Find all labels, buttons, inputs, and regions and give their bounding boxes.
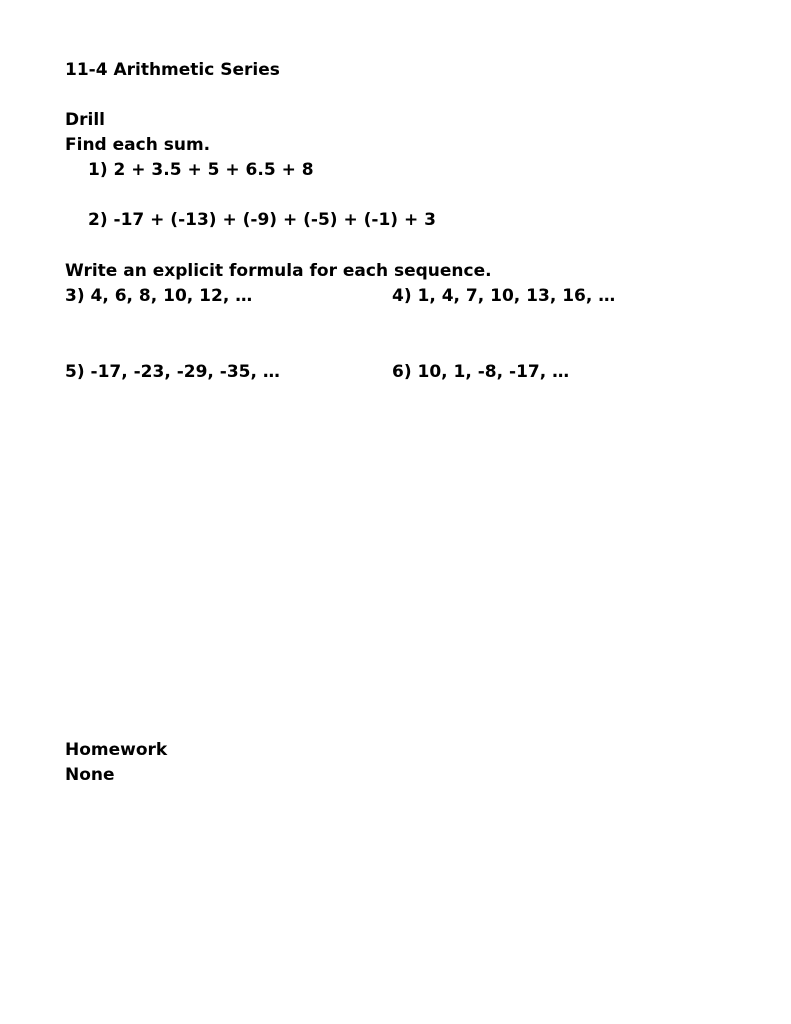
problem-5: 5) -17, -23, -29, -35, …: [65, 362, 280, 382]
worksheet-title: 11-4 Arithmetic Series: [65, 60, 280, 80]
problem-6: 6) 10, 1, -8, -17, …: [392, 362, 570, 382]
problem-2: 2) -17 + (-13) + (-9) + (-5) + (-1) + 3: [88, 210, 436, 230]
homework-value: None: [65, 765, 115, 785]
drill-heading: Drill: [65, 110, 105, 130]
problem-1: 1) 2 + 3.5 + 5 + 6.5 + 8: [88, 160, 314, 180]
formula-instruction: Write an explicit formula for each sequence.: [65, 261, 492, 281]
problem-4: 4) 1, 4, 7, 10, 13, 16, …: [392, 286, 616, 306]
homework-heading: Homework: [65, 740, 168, 760]
sum-instruction: Find each sum.: [65, 135, 211, 155]
problem-3: 3) 4, 6, 8, 10, 12, …: [65, 286, 253, 306]
